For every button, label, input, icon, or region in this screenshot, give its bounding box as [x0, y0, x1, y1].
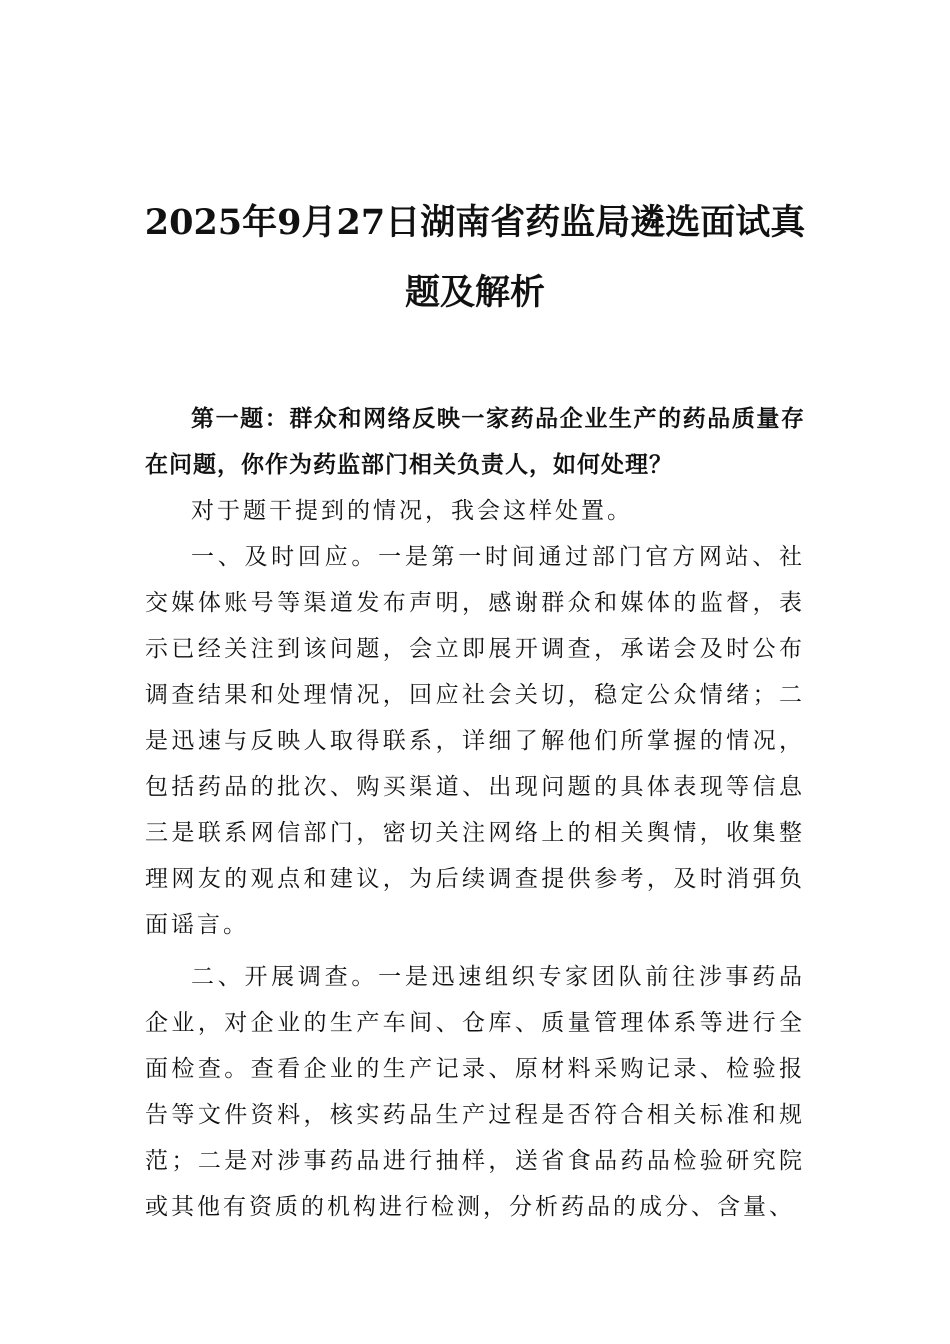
document-title: 2025年9月27日湖南省药监局遴选面试真题及解析 [144, 202, 806, 313]
section-one-paragraph: 一、及时回应。一是第一时间通过部门官方网站、社交媒体账号等渠道发布声明，感谢群众和媒体的监督，表示已经关注到该问题，会立即展开调查，承诺会及时公布调查结果和处理情况，回应社会关切，稳定公众情绪；二是迅速与反映人取得联系，详细了解他们所掌握的情况，包括药品的批次、购买渠道、出现问题的具体表现等信息三是联系网信部门，密切关注网络上的相关舆情，收集整理网友的观点和建议，为后续调查提供参考，及时消弭负面谣言。 [145, 544, 805, 938]
section-two-paragraph: 二、开展调查。一是迅速组织专家团队前往涉事药品企业，对企业的生产车间、仓库、质量管理体系等进行全面检查。查看企业的生产记录、原材料采购记录、检验报告等文件资料，核实药品生产过程是否符合相关标准和规范；二是对涉事药品进行抽样，送省食品药品检验研究院或其他有资质的机构进行检测，分析药品的成分、含量、 [145, 964, 805, 1220]
document-body [145, 396, 805, 1230]
question-paragraph: 第一题：群众和网络反映一家药品企业生产的药品质量存在问题，你作为药监部门相关负责人，如何处理？ [145, 406, 805, 478]
intro-paragraph: 对于题干提到的情况，我会这样处置。 [191, 498, 633, 524]
